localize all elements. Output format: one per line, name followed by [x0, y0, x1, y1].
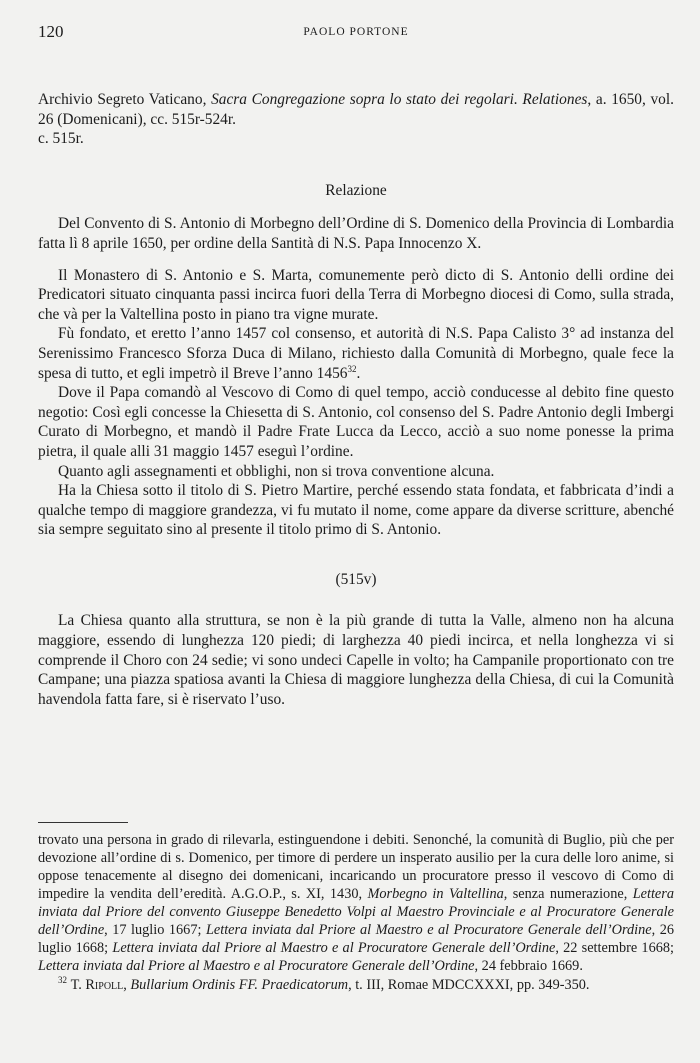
footnote-32: [38, 976, 674, 994]
fn-italic-2: Lettera inviata dal Priore del convento Giuseppe Benedetto Volpi al Maestro Provinciale e al Procuratore Generale dell’Ordine: [38, 886, 674, 938]
paragraph-1: Il Monastero di S. Antonio e S. Marta, comunemente però dicto di S. Antonio delli ordine dei Predicatori situato cinquanta passi incirca fuori della Terra di Morbegno diocesi di Como, sulla strada, che và per la Valtellina posto in piano tra vigne murate.: [38, 266, 674, 323]
fn-text-6: , 24 febbraio 1669.: [474, 958, 583, 974]
fn-text-5: , 22 settembre 1668;: [555, 940, 674, 956]
section-title: Relazione: [325, 181, 387, 199]
paragraph-2-end: .: [356, 364, 361, 382]
fn-text-3: , 17 luglio 1667;: [104, 922, 206, 938]
footnote-32-rest: , t. III, Romae MDCCXXXI, pp. 349-350.: [348, 977, 590, 993]
footnotes: [38, 831, 674, 994]
footnote-32-sep: ,: [123, 977, 131, 993]
fn-italic-4: Lettera inviata dal Priore al Maestro e al Procuratore Generale dell’Ordine: [112, 940, 556, 956]
fn-text-1: trovato una persona in grado di rilevarla, estinguendone i debiti. Senonché, la comunità di Buglio, più che per devozione all’ordine di s. Domenico, per timore di perdere un insperato ausilio per la cura delle loro anime, si oppose tenacemente al disegno dei domenicani, incaricando un procuratore presso il vescovo di Como di impedire la vendita dell’eredità. A.G.O.P., s. XI, 1430,: [38, 832, 674, 902]
footnote-32-author: T. Ripoll: [70, 977, 124, 993]
main-text: [38, 90, 674, 709]
page-header: [38, 22, 674, 46]
fn-italic-1: Morbegno in Valtellina: [367, 886, 504, 902]
folio-break: (515v): [335, 570, 377, 588]
footnote-rule: [38, 822, 128, 823]
paragraph-6: La Chiesa quanto alla struttura, se non è la più grande di tutta la Valle, almeno non ha alcuna maggiore, essendo di lunghezza 120 piedi; di larghezza 40 piedi incirca, et nella longhezza vi si comprende il Choro con 24 sedie; vi sono undeci Capelle in volto; ha Campanile proportionato con tre Campane; una piazza spatiosa avanti la Chiesa di maggiore lunghezza della Chiesa, di cui la Comunità havendola fatta fare, si è riservato l’uso.: [38, 612, 674, 708]
fn-text-2: , senza numerazione,: [503, 886, 633, 902]
footnote-32-title: Bullarium Ordinis FF. Praedicatorum: [130, 977, 349, 993]
fn-italic-3: Lettera inviata dal Priore al Maestro e al Procuratore Generale dell’Ordine: [205, 922, 652, 938]
running-head: PAOLO PORTONE: [303, 26, 409, 38]
paragraph-3: Dove il Papa comandò al Vescovo di Como di quel tempo, acciò conducesse al debito fine questo negotio: Così egli concesse la Chiesetta di S. Antonio, col consenso del S. Padre Antonio degli Imbergi Curato di Morbegno, et mandò il Padre Frate Lucca da Lecco, acciò a suo nome ponesse la prima pietra, il quale alli 31 maggio 1457 eseguì l’ordine.: [38, 384, 674, 460]
paragraph-2: [38, 324, 674, 383]
footnote-32-number: 32: [58, 975, 67, 985]
paragraph-4: Quanto agli assegnamenti et obblighi, non si trova conventione alcuna.: [58, 462, 495, 480]
footnote-ref-32: 32: [347, 363, 357, 374]
source-archive: Archivio Segreto Vaticano,: [38, 91, 212, 108]
footnote-continuation: [38, 831, 674, 975]
fn-italic-5: Lettera inviata dal Priore al Maestro e al Procuratore Generale dell’Ordine: [38, 958, 475, 974]
paragraph-5: Ha la Chiesa sotto il titolo di S. Pietro Martire, perché essendo stata fondata, et fabbricata d’indi a qualche tempo di maggiore grandezza, vi fu mutato il nome, come appare da diverse scritture, abenché sia sempre seguitato sino al presente il titolo primo di S. Antonio.: [38, 482, 674, 539]
source-series: Sacra Congregazione sopra lo stato dei regolari. Relationes: [211, 91, 588, 108]
archival-source: [38, 90, 674, 129]
paragraph-intro: Del Convento di S. Antonio di Morbegno dell’Ordine di S. Domenico della Provincia di Lombardia fatta lì 8 aprile 1650, per ordine della Santità di N.S. Papa Innocenzo X.: [38, 215, 674, 252]
source-folio: c. 515r.: [38, 130, 84, 148]
fn-text-4: , 26 luglio 1668;: [38, 922, 674, 956]
page-number: 120: [38, 22, 64, 41]
source-details: , a. 1650, vol. 26 (Domenicani), cc. 515r-524r.: [38, 91, 674, 128]
paragraph-2-text: Fù fondato, et eretto l’anno 1457 col consenso, et autorità di N.S. Papa Calisto 3° ad instanza del Serenissimo Francesco Sforza Duca di Milano, richiesto dalla Comunità di Morbegno, quale fece la spesa di tutto, et egli impetrò il Breve l’anno 1456: [38, 325, 674, 382]
